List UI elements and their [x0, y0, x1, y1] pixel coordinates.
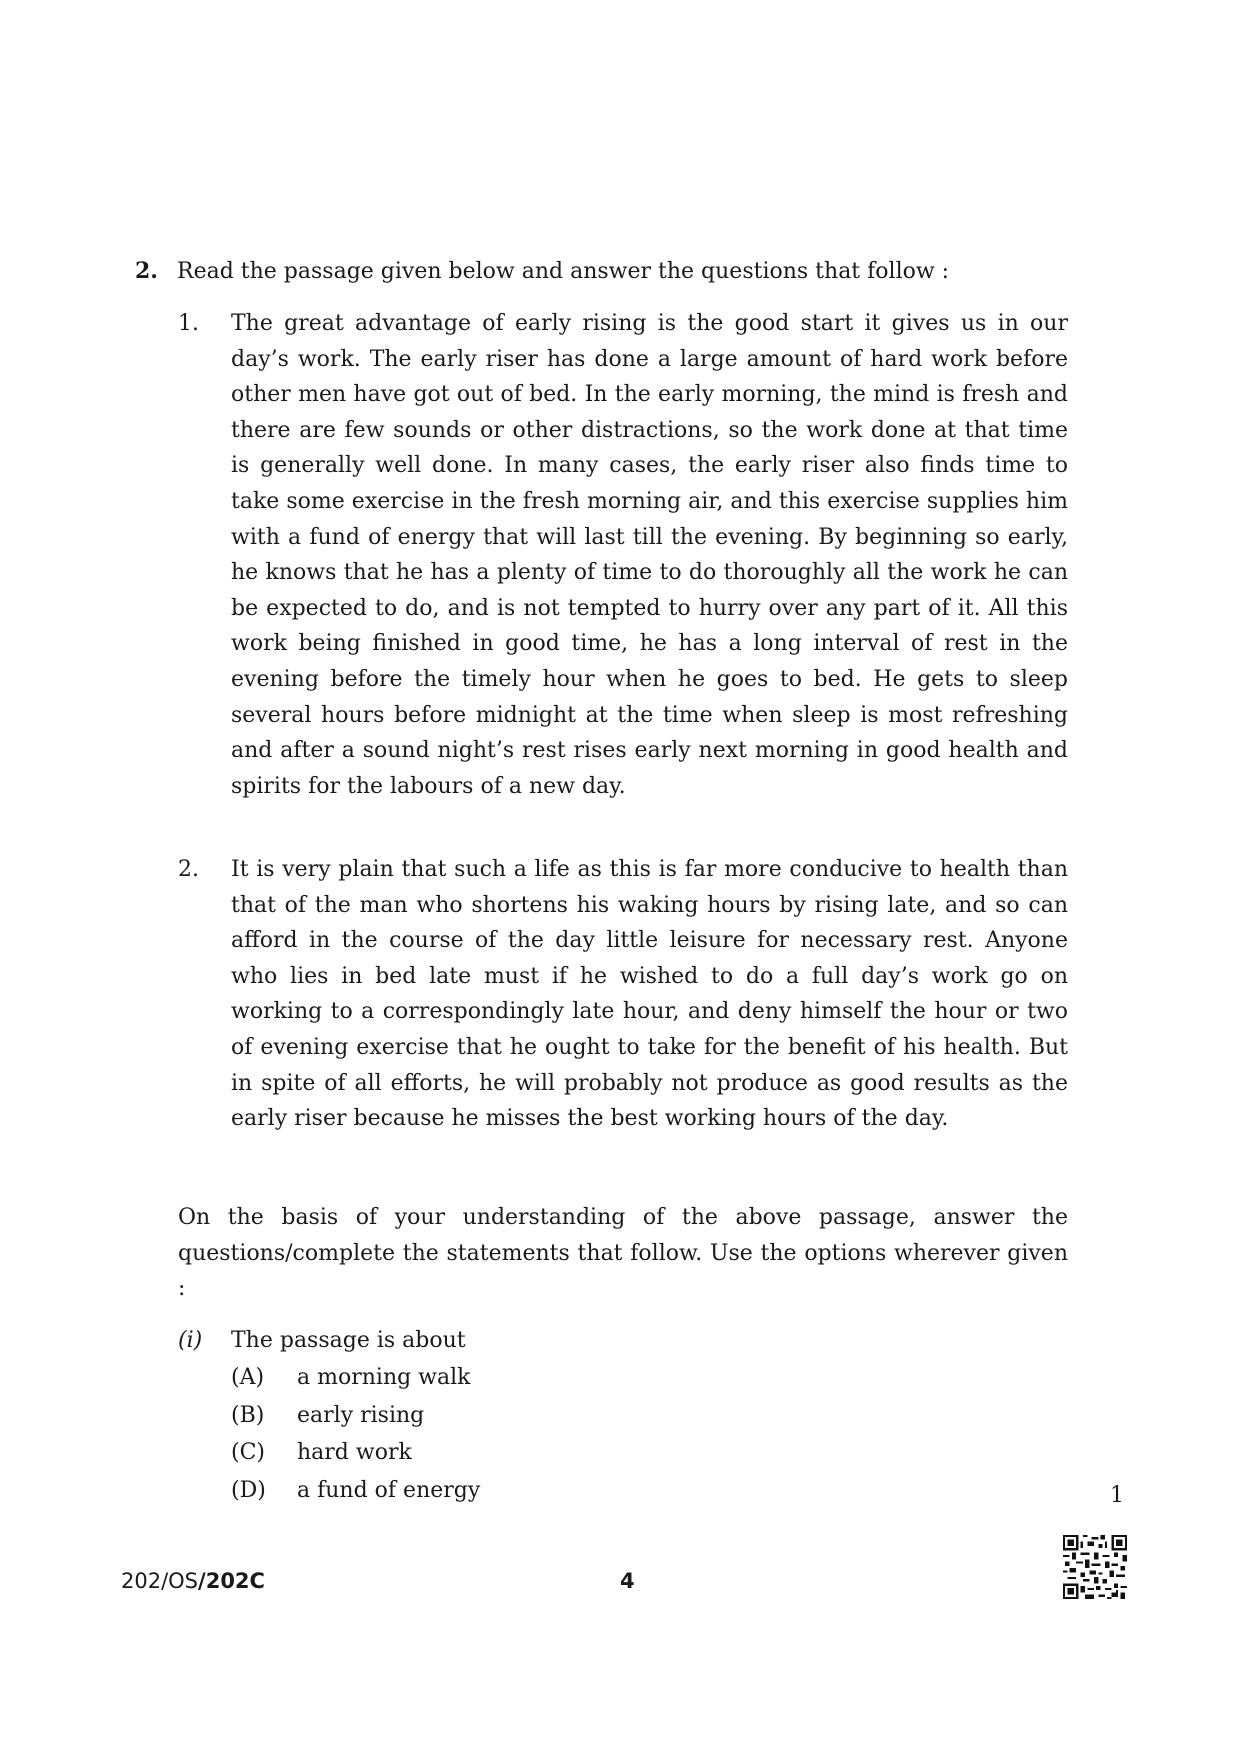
qr-code-icon	[1063, 1535, 1127, 1599]
question-heading	[135, 256, 1035, 287]
sub-question	[178, 1326, 1078, 1356]
question-number: 2.	[135, 258, 158, 284]
paragraph-text: The great advantage of early rising is the good start it gives us in our day’s work. The early riser has done a large amount of hard work before other men have got out of bed. In the early morning, the mind is fresh and there are few sounds or other distractions, so the work done at that time is generally well done. In many cases, the early riser also finds time to take some exercise in the fresh morning air, and this exercise supplies him with a fund of energy that will last till the evening. By beginning so early, he knows that he has a plenty of time to do thoroughly all the work he can be expected to do, and is not tempted to hurry over any part of it. All this work being finished in good time, he has a long interval of rest in the evening before the timely hour when he goes to bed. He gets to sleep several hours before midnight at the time when sleep is most refreshing and after a sound night’s rest rises early next morning in good health and spirits for the labours of a new day.	[231, 311, 1068, 799]
option-label: (B)	[231, 1402, 265, 1428]
option-label: (C)	[231, 1440, 265, 1465]
paper-code	[121, 1568, 265, 1594]
paper-code-prefix: 202/OS	[121, 1569, 199, 1593]
passage-paragraph-2	[178, 852, 1068, 1137]
page-number: 4	[620, 1569, 635, 1593]
paragraph-text: It is very plain that such a life as this is far more conducive to health than that of the man who shortens his waking hours by rising late, and so can afford in the course of the day little leisure for necessary rest. Anyone who lies in bed late must if he wished to do a full day’s work go on working to a correspondingly late hour, and deny himself the hour or two of evening exercise that he ought to take for the benefit of his health. But in spite of all efforts, he will probably not produce as good results as the early riser because he misses the best working hours of the day.	[231, 857, 1068, 1132]
option-text: hard work	[297, 1440, 412, 1465]
sub-question-label: (i)	[178, 1328, 203, 1353]
paragraph-number: 2.	[178, 857, 199, 882]
paragraph-number: 1.	[178, 311, 199, 336]
paper-code-bold: /202C	[198, 1569, 265, 1593]
marks-value: 1	[1110, 1483, 1124, 1508]
option-text: early rising	[297, 1402, 425, 1428]
passage-paragraph-1	[178, 306, 1068, 804]
instructions-text: On the basis of your understanding of the above passage, answer the questions/complete the statements that follow. Use the options wherever given :	[178, 1205, 1068, 1302]
option-label: (D)	[231, 1477, 266, 1503]
sub-question-stem: The passage is about	[231, 1328, 466, 1353]
option-text: a morning walk	[297, 1365, 471, 1390]
option-label: (A)	[231, 1365, 265, 1390]
question-heading-text: Read the passage given below and answer the questions that follow :	[177, 259, 950, 284]
option-text: a fund of energy	[297, 1477, 481, 1503]
